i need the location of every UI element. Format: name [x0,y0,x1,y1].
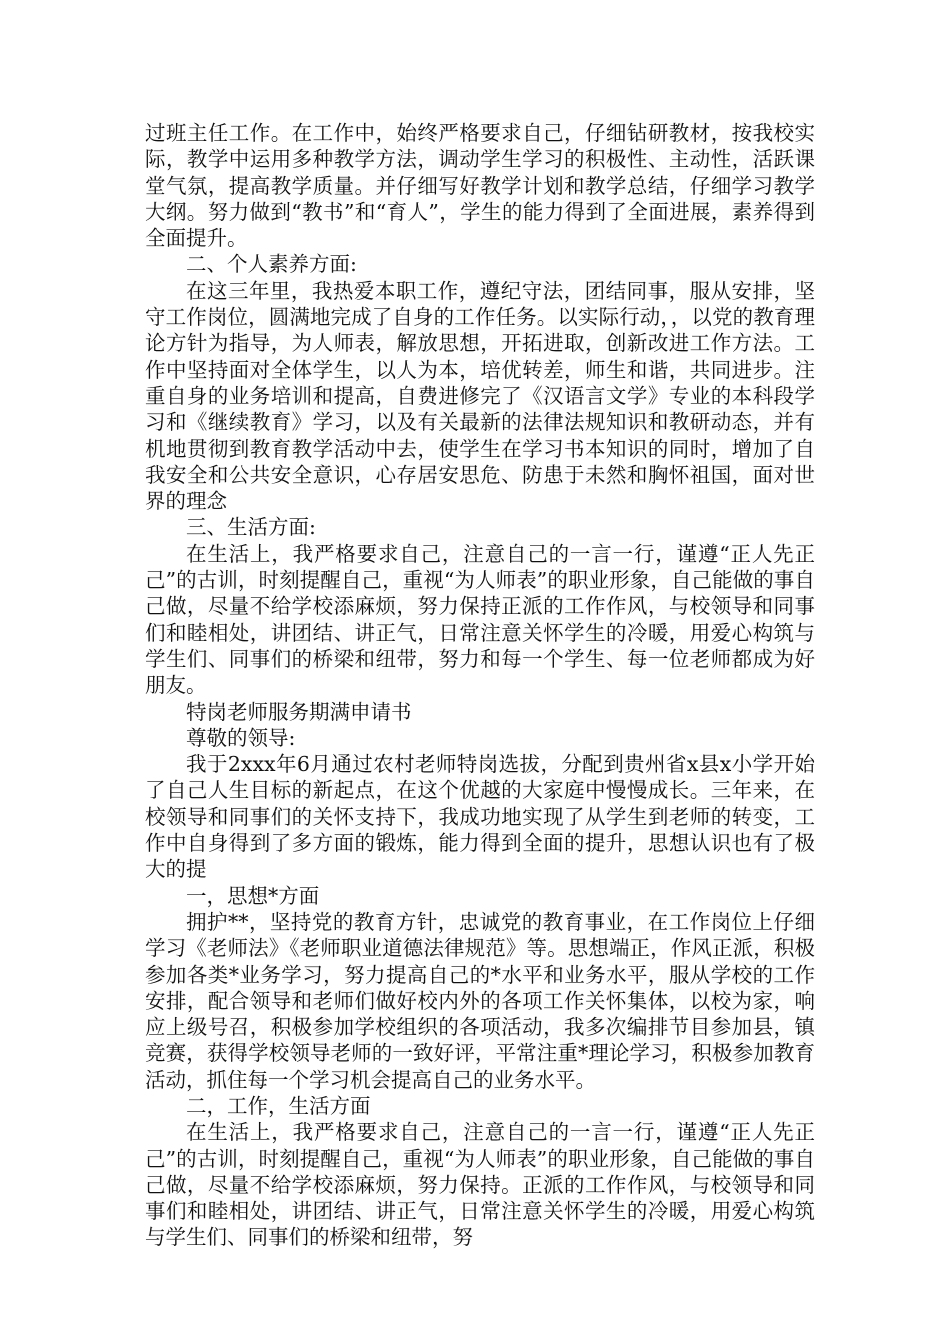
paragraph-work-life-aspect: 在生活上，我严格要求自己，注意自己的一言一行，谨遵“正人先正己”的古训，时刻提醒自己，重视“为人师表”的职业形象，自己能做的事自己做，尽量不给学校添麻烦，努力保持。正派的工作作风，与校领导和同事们和睦相处，讲团结、讲正气，日常注意关怀学生的冷暖，用爱心构筑与学生们、同事们的桥梁和纽带，努 [145,1120,815,1250]
paragraph-life-aspect: 在生活上，我严格要求自己，注意自己的一言一行，谨遵“正人先正己”的古训，时刻提醒自己，重视“为人师表”的职业形象，自己能做的事自己做，尽量不给学校添麻烦，努力保持正派的工作作风，与校领导和同事们和睦相处，讲团结、讲正气，日常注意关怀学生的冷暖，用爱心构筑与学生们、同事们的桥梁和纽带，努力和每一个学生、每一位老师都成为好朋友。 [145,541,815,698]
document-page [145,120,815,1251]
heading-work-life-aspect: 二，工作，生活方面 [186,1093,371,1118]
paragraph-personal-quality: 在这三年里，我热爱本职工作，遵纪守法，团结同事，服从安排，坚守工作岗位，圆满地完成了自身的工作任务。以实际行动，，以党的教育理论方针为指导，为人师表，解放思想，开拓进取，创新改进工作方法。工作中坚持面对全体学生，以人为本，培优转差，师生和谐，共同进步。注重自身的业务培训和提高，自费进修完了《汉语言文学》专业的本科段学习和《继续教育》学习，以及有关最新的法律法规知识和教研动态，并有机地贯彻到教育教学活动中去，使学生在学习书本知识的同时，增加了自我安全和公共安全意识，心存居安思危、防患于未然和胸怀祖国，面对世界的理念 [145,278,815,514]
heading-life-aspect: 三、生活方面: [186,515,316,540]
paragraph-teaching-work: 过班主任工作。在工作中，始终严格要求自己，仔细钻研教材，按我校实际，教学中运用多种教学方法，调动学生学习的积极性、主动性，活跃课堂气氛，提高教学质量。并仔细写好教学计划和教学总结，仔细学习教学大纲。努力做到“教书”和“育人”，学生的能力得到了全面进展，素养得到全面提升。 [145,121,815,251]
heading-ideology-aspect: 一，思想*方面 [186,883,320,908]
paragraph-ideology-aspect: 拥护**，坚持党的教育方针，忠诚党的教育事业，在工作岗位上仔细学习《老师法》《老师职业道德法律规范》等。思想端正，作风正派，积极参加各类*业务学习，努力提高自己的*水平和业务水平，服从学校的工作安排，配合领导和老师们做好校内外的各项工作关怀集体，以校为家，响应上级号召，积极参加学校组织的各项活动，我多次编排节目参加县，镇竞赛，获得学校领导老师的一致好评，平常注重*理论学习，积极参加教育活动，抓住每一个学习机会提高自己的业务水平。 [145,909,815,1092]
document-title: 特岗老师服务期满申请书 [186,699,412,724]
paragraph-introduction: 我于2xxx年6月通过农村老师特岗选拔，分配到贵州省x县x小学开始了自己人生目标的新起点，在这个优越的大家庭中慢慢成长。三年来，在校领导和同事们的关怀支持下，我成功地实现了从学生到老师的转变，工作中自身得到了多方面的锻炼，能力得到全面的提升，思想认识也有了极大的提 [145,752,815,882]
salutation: 尊敬的领导: [186,725,296,750]
heading-personal-quality: 二、个人素养方面: [186,252,357,277]
